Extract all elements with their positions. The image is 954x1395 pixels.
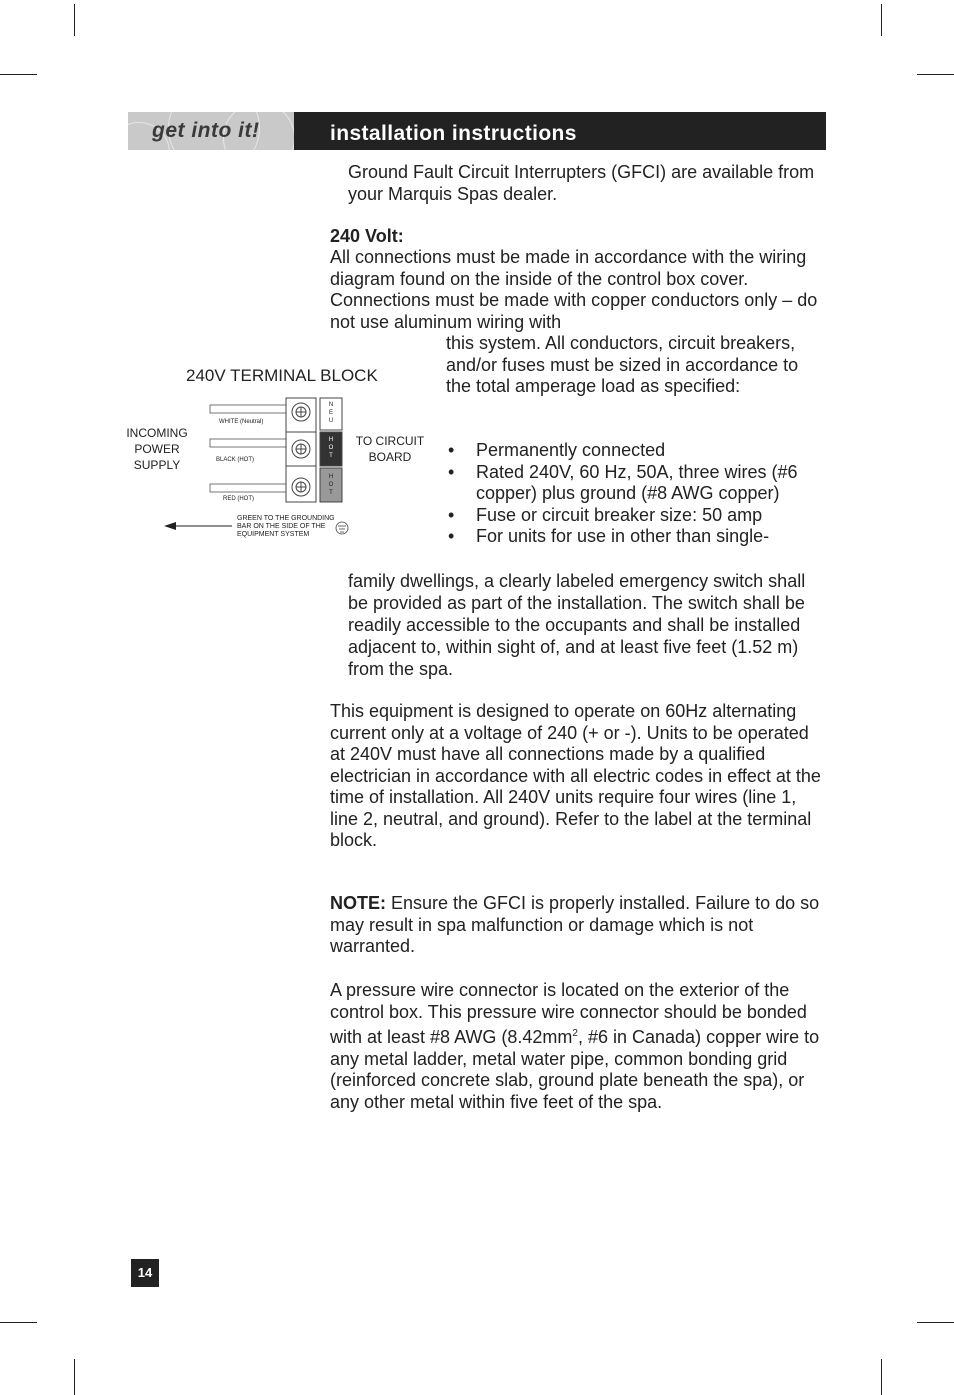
section-title: installation instructions: [330, 122, 577, 145]
volt-heading: 240 Volt:: [330, 226, 404, 246]
note-paragraph: NOTE: Ensure the GFCI is properly installed. Failure to do so may result in spa malfunction or damage which is not warranted.: [330, 893, 820, 956]
list-item: • Rated 240V, 60 Hz, 50A, three wires (#6 copper) plus ground (#8 AWG copper): [448, 461, 798, 503]
svg-text:O: O: [328, 445, 334, 451]
wire-bar-white: [210, 405, 288, 413]
wire-label-black: BLACK (HOT): [216, 457, 255, 463]
terminal-screw: [292, 403, 310, 496]
bullet-continuation: family dwellings, a clearly labeled emergency switch shall be provided as part of the installation. The switch shall be readily accessible to the occupants and shall be installed adjacent to, within sight of, and at least five feet (1.52 m) from the spa.: [348, 571, 806, 679]
header-tagline-block: [128, 112, 294, 150]
note-label: NOTE:: [330, 893, 386, 913]
page-number: 14: [131, 1259, 159, 1287]
svg-text:E: E: [328, 410, 334, 416]
crop-mark: [74, 4, 75, 36]
requirements-list: [446, 440, 826, 548]
crop-mark: [0, 1322, 37, 1323]
ground-label: BAR ON THE SIDE OF THE: [237, 523, 326, 530]
incoming-label: SUPPLY: [133, 458, 181, 472]
list-item: • For units for use in other than single-: [448, 526, 770, 546]
equipment-paragraph: This equipment is designed to operate on 60Hz alternating current only at a voltage of 240 (+ or -). Units to be operated at 240V must have all connections made by a qualified electrician in accordance with all electric codes in effect at the time of installation. All 240V units require four wires (line 1, line 2, neutral, and ground). Refer to the label at the terminal block.: [330, 701, 821, 850]
svg-text:U: U: [328, 418, 334, 424]
wire-label-white: WHITE (Neutral): [219, 419, 264, 425]
crop-mark: [881, 4, 882, 36]
circuit-board-label: BOARD: [368, 450, 412, 464]
volt-paragraph: All connections must be made in accordance with the wiring diagram found on the inside of the control box cover. Connections must be made with copper conductors only – do not use aluminum wiring with: [330, 247, 818, 332]
crop-mark: [0, 74, 37, 75]
wire-label-red: RED (HOT): [223, 496, 254, 502]
svg-text:O: O: [328, 482, 334, 488]
header-tagline: get into it!: [152, 119, 260, 142]
incoming-label: INCOMING: [126, 426, 188, 440]
pressure-paragraph: A pressure wire connector is located on the exterior of the control box. This pressure wire connector should be bonded with at least #8 AWG ($8.42mm^2$, #6 in Canada) copper wire to any metal ladder, metal water pipe, common bonding grid (reinforced concrete slab, ground plate beneath the spa), or any other metal within five feet of the spa.: [330, 980, 820, 1112]
volt-paragraph-wrap: this system. All conductors, circuit breakers, and/or fuses must be sized in accordance to the total amperage load as specified:: [446, 333, 799, 396]
svg-text:H: H: [328, 474, 334, 480]
ground-label: GREEN TO THE GROUNDING: [237, 515, 335, 522]
crop-mark: [917, 74, 954, 75]
terminal-block-diagram: [120, 360, 430, 550]
svg-text:N: N: [328, 402, 334, 408]
diagram-title: 240V TERMINAL BLOCK: [186, 366, 378, 385]
circuit-board-label: TO CIRCUIT: [355, 434, 425, 448]
crop-mark: [74, 1359, 75, 1395]
incoming-label: POWER: [134, 442, 180, 456]
wire-bar-red: [210, 484, 288, 492]
crop-mark: [881, 1359, 882, 1395]
gfci-note: Ground Fault Circuit Interrupters (GFCI) are available from your Marquis Spas dealer.: [348, 162, 815, 204]
list-item: • Fuse or circuit breaker size: 50 amp: [448, 504, 763, 525]
svg-text:T: T: [329, 453, 333, 459]
wire-bar-black: [210, 439, 288, 447]
ground-symbol: [336, 522, 348, 534]
header-title-bar: [294, 112, 826, 150]
crop-mark: [917, 1322, 954, 1323]
ground-label: EQUIPMENT SYSTEM: [237, 531, 310, 538]
svg-text:T: T: [329, 490, 333, 496]
ground-arrow-head: [164, 522, 176, 530]
list-item: • Permanently connected: [448, 440, 666, 460]
svg-text:H: H: [328, 437, 334, 443]
